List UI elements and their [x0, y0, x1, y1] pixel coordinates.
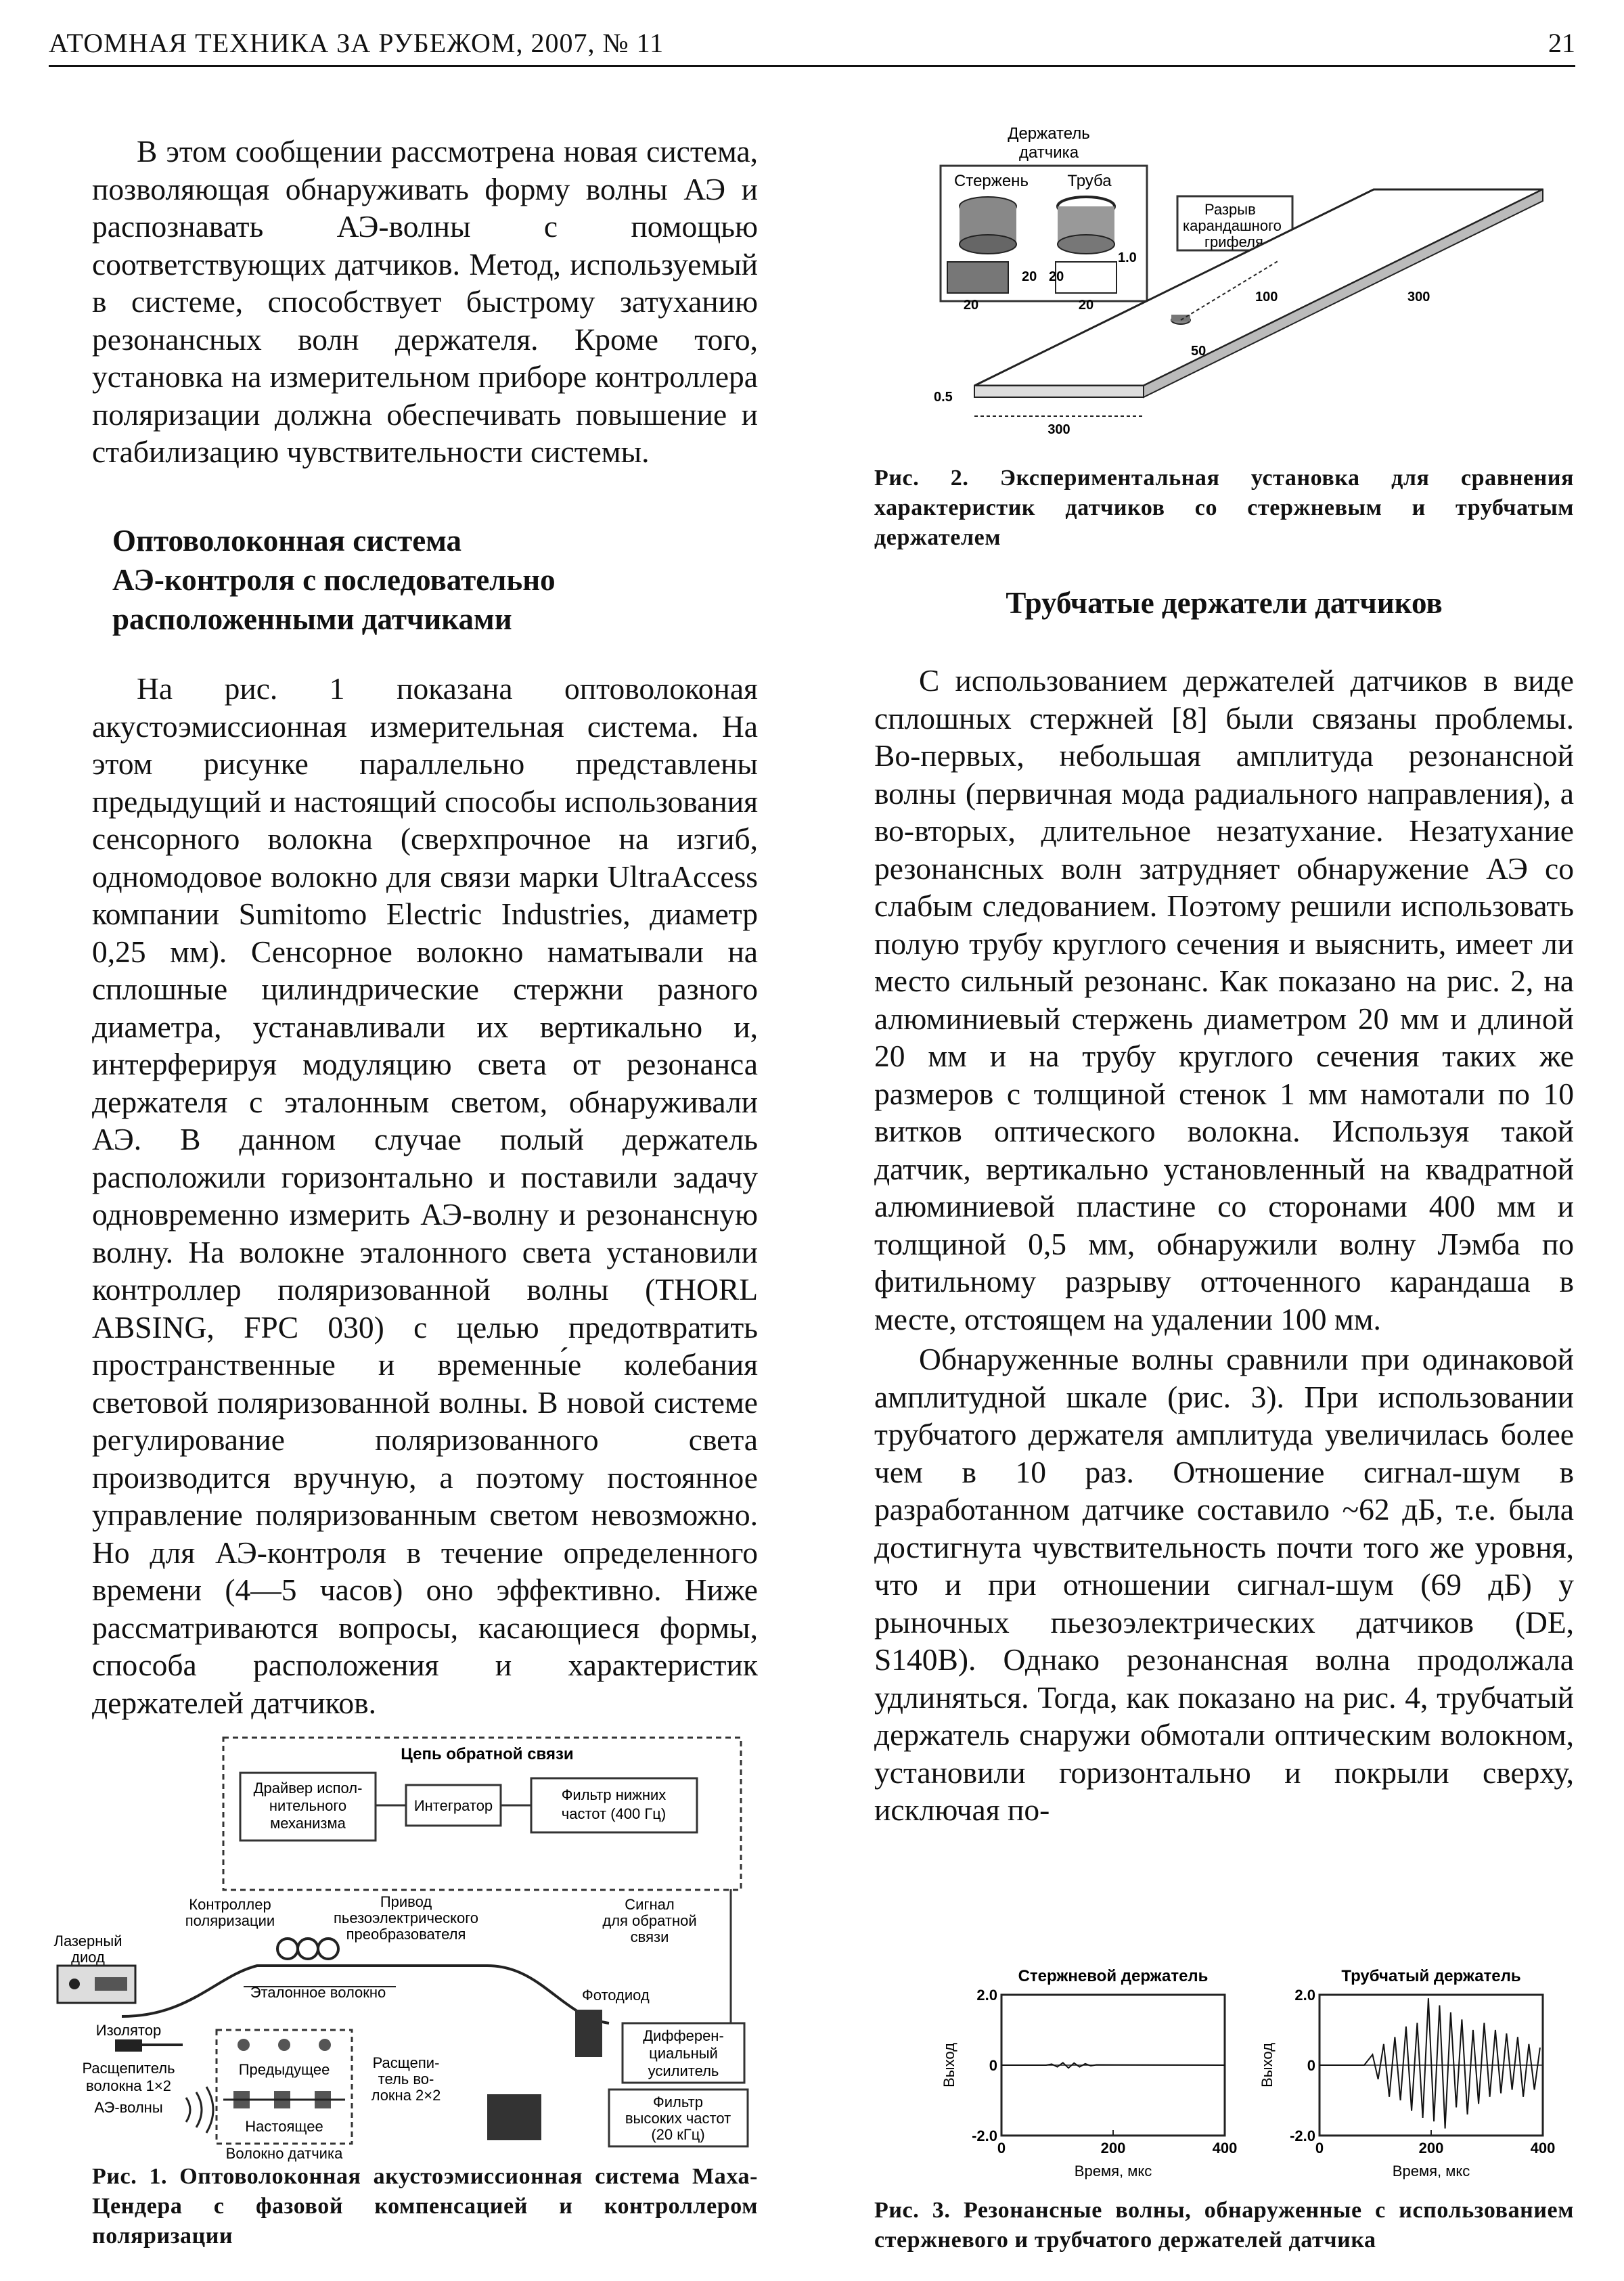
fig2-d50: 50: [1191, 344, 1206, 359]
fig1-driver-2: нительного: [269, 1797, 347, 1814]
fig2-d20d: 20: [1049, 269, 1064, 284]
fig1-piezo-1: Привод: [380, 1893, 432, 1910]
fig2-rod: Стержень: [954, 172, 1029, 190]
fig1-reference: Эталонное волокно: [250, 1984, 386, 2001]
fig2-diagram: [934, 118, 1577, 457]
fig1-splitter22-1: Расщепи-: [372, 2054, 440, 2071]
fig1-laser-1: Лазерный: [53, 1933, 122, 1949]
fig1-highpass-1: Фильтр: [653, 2094, 703, 2110]
fig1-splitter22-2: тель во-: [378, 2071, 434, 2087]
fig3-chart-tube: [1245, 1962, 1556, 2179]
fig1-polctrl-2: поляризации: [185, 1912, 275, 1929]
x-tick-label: 400: [1212, 2140, 1238, 2156]
fig1-highpass-3: (20 кГц): [651, 2126, 705, 2143]
heading-line-1: Оптоволоконная система: [112, 524, 462, 558]
running-header: [49, 27, 1575, 68]
y-tick-label: -2.0: [972, 2127, 997, 2144]
fig1-current: Настоящее: [245, 2118, 323, 2135]
fig2-holder-2: датчика: [1018, 143, 1079, 162]
fig2-d100: 100: [1255, 290, 1278, 304]
fig1-diffamp-3: усилитель: [648, 2062, 719, 2079]
y-axis-label: Выход: [1259, 2043, 1276, 2087]
fig1-signal-2: для обратной: [602, 1912, 697, 1929]
fig1-splitter22-3: локна 2×2: [371, 2087, 441, 2104]
fig1-laser-2: диод: [71, 1949, 105, 1966]
fig1-signal-3: связи: [630, 1928, 669, 1945]
fig2-break-3: грифеля: [1204, 233, 1263, 250]
heading-line-3: расположенными датчиками: [112, 602, 512, 636]
y-tick-label: 0: [989, 2057, 997, 2074]
fig2-tube: Труба: [1067, 172, 1112, 190]
fig2-d20b: 20: [963, 298, 979, 313]
x-tick-label: 200: [1418, 2140, 1444, 2156]
y-tick-label: -2.0: [1290, 2127, 1315, 2144]
fig1-isolator: Изолятор: [95, 2022, 162, 2039]
fig1-lowpass-2: частот (400 Гц): [561, 1805, 667, 1822]
fig2-caption: Рис. 2. Экспериментальная установка для сравнения характеристик датчиков со стержневым и трубчатым держателем: [874, 466, 1574, 550]
fig3-caption: Рис. 3. Резонансные волны, обнаруженные с использованием стержневого и трубчатого держателей датчика: [874, 2198, 1574, 2253]
fig1-driver-1: Драйвер испол-: [253, 1780, 363, 1797]
fig2-d10: 1.0: [1118, 250, 1137, 265]
x-axis-label: Время, мкс: [1074, 2163, 1152, 2180]
fig1-signal-1: Сигнал: [625, 1896, 675, 1913]
fig1-diagram: [53, 1732, 758, 2162]
body-paragraph-1: На рис. 1 показана оптоволоконая акустоэмиссионная измерительная система. На этом рисунке параллельно представлены предыдущий и настоящий способы использования сенсорного волокна (сверхпрочное на изгиб, одномодовое волокно для связи марки UltraAccess компании Sumitomo Electric Industries, диаметр 0,25 мм). Сенсорное волокно наматывали на сплошные цилиндрические стержни разного диаметра, устанавливали их вертикально и, интерферируя модуляцию света от резонанса держателя с эталонным светом, обнаруживали АЭ. В данном случае полый держатель расположили горизонтально и поставили задачу одновременно измерить АЭ-волну и резонансную волну. На волокне эталонного света установили контроллер поляризованной волны (THORL ABSING, FPC 030) с целью предотвратить пространственные и временны́е колебания световой поляризованной волны. В новой системе регулирование поляризованного света производится вручную, а поэтому постоянное управление поляризованным светом невозможно. Но для АЭ-контроля в течение определенного времени (4—5 часов) оно эффективно. Ниже рассматриваются вопросы, касающиеся формы, способа расположения и характеристик держателей датчиков.: [92, 671, 758, 1720]
fig1-photodiode: Фотодиод: [582, 1987, 650, 2004]
journal-title: АТОМНАЯ ТЕХНИКА ЗА РУБЕЖОМ, 2007, № 11: [49, 28, 664, 58]
fig2-d300b: 300: [1047, 422, 1070, 437]
fig2-d300a: 300: [1407, 290, 1430, 304]
fig1-diffamp-2: циальный: [649, 2045, 718, 2062]
page-number: 21: [1548, 28, 1575, 58]
right-heading: [874, 583, 1574, 623]
body-paragraph-3: Обнаруженные волны сравнили при одинаковой амплитудной шкале (рис. 3). При использовании трубчатого держателя амплитуда увеличилась более чем в 10 раз. Отношение сигнал-шум в разработанном датчике составило ~62 дБ, т.е. была достигнута чувствительность почти того же уровня, что и при отношении сигнал-шум (69 дБ) у рыночных пьезоэлектрических датчиков (DE, S140B). Однако резонансная волна продолжала удлиняться. Тогда, как показано на рис. 4, трубчатый держатель снаружи обмотали оптическим волокном, установили горизонтально и покрыли сверху, исключая по-: [874, 1342, 1574, 1827]
fig2-d20c: 20: [1078, 298, 1094, 313]
header-rule: [49, 65, 1575, 67]
fig1-piezo-2: пьезоэлектрического: [333, 1910, 479, 1926]
x-tick-label: 400: [1530, 2140, 1556, 2156]
fig1-diffamp-1: Дифферен-: [643, 2027, 724, 2044]
right-column-body: [874, 662, 1574, 1829]
fig2-holder-1: Держатель: [1008, 125, 1090, 143]
fig1-highpass-2: высоких частот: [625, 2110, 731, 2127]
fig2-break-1: Разрыв: [1204, 201, 1256, 218]
y-tick-label: 0: [1307, 2057, 1315, 2074]
fig1-driver-3: механизма: [270, 1815, 346, 1832]
series-line-tube: [1320, 1998, 1540, 2128]
fig1-integrator: Интегратор: [413, 1797, 493, 1814]
chart-title: Стержневой держатель: [1018, 1967, 1209, 1985]
fig1-caption: Рис. 1. Оптоволоконная акустоэмиссионная система Маха-Цендера с фазовой компенсацией и контроллером поляризации: [92, 2164, 758, 2249]
tubular-heading: Трубчатые держатели датчиков: [1006, 586, 1443, 620]
y-tick-label: 2.0: [1294, 1987, 1315, 2004]
fig1-previous: Предыдущее: [238, 2061, 330, 2078]
heading-line-2: АЭ-контроля с последовательно: [112, 563, 556, 597]
intro-paragraph: В этом сообщении рассмотрена новая система, позволяющая обнаруживать форму волны АЭ и распознавать АЭ-волны с помощью соответствующих датчиков. Метод, используемый в системе, способствует быстрому затуханию резонансных волн держателя. Кроме того, установка на измерительном приборе контроллера поляризации должна обеспечивать повышение и стабилизацию чувствительности системы.: [92, 134, 758, 469]
x-tick-label: 0: [1315, 2140, 1324, 2156]
fig2-d20a: 20: [1022, 269, 1037, 284]
chart-title: Трубчатый держатель: [1341, 1967, 1521, 1985]
y-axis-label: Выход: [941, 2043, 957, 2087]
fig2-break-2: карандашного: [1183, 217, 1282, 234]
x-tick-label: 200: [1100, 2140, 1126, 2156]
fig1-feedback: Цепь обратной связи: [401, 1745, 574, 1763]
fig1-splitter12-2: волокна 1×2: [86, 2077, 171, 2094]
x-axis-label: Время, мкс: [1392, 2163, 1470, 2180]
fig1-lowpass-1: Фильтр нижних: [561, 1786, 667, 1803]
y-tick-label: 2.0: [976, 1987, 997, 2004]
fig1-aewaves: АЭ-волны: [94, 2099, 163, 2116]
fig1-sensorfiber: Волокно датчика: [225, 2145, 343, 2162]
body-paragraph-2: С использованием держателей датчиков в виде сплошных стержней [8] были связаны проблемы. Во-первых, небольшая амплитуда резонансной волны (первичная мода радиального направления), а во-вторых, длительное незатухание. Незатухание резонансных волн затрудняет обнаружение АЭ со слабым следованием. Поэтому решили использовать полую трубу круглого сечения и выяснить, имеет ли место сильный резонанс. Как показано на рис. 2, на алюминиевый стержень диаметром 20 мм и длиной 20 мм и на трубу круглого сечения таких же размеров с толщиной стенок 1 мм намотали по 10 витков оптического волокна. Используя такой датчик, вертикально установленный на квадратной алюминиевой пластине со сторонами 400 мм и толщиной 0,5 мм, обнаружили волну Лэмба по фитильному разрыву отточенного карандаша в месте, отстоящем на удалении 100 мм.: [874, 663, 1574, 1336]
fig1-piezo-3: преобразователя: [346, 1926, 466, 1943]
left-column-intro: [92, 133, 758, 471]
fig1-polctrl-1: Контроллер: [189, 1896, 271, 1913]
fig3-chart-rod: [927, 1962, 1238, 2179]
left-column-body: [92, 670, 758, 1721]
x-tick-label: 0: [997, 2140, 1006, 2156]
fig2-d05: 0.5: [934, 390, 953, 405]
fig1-splitter12-1: Расщепитель: [82, 2060, 175, 2077]
series-line-rod: [1001, 2062, 1225, 2068]
section-heading: [92, 521, 778, 639]
